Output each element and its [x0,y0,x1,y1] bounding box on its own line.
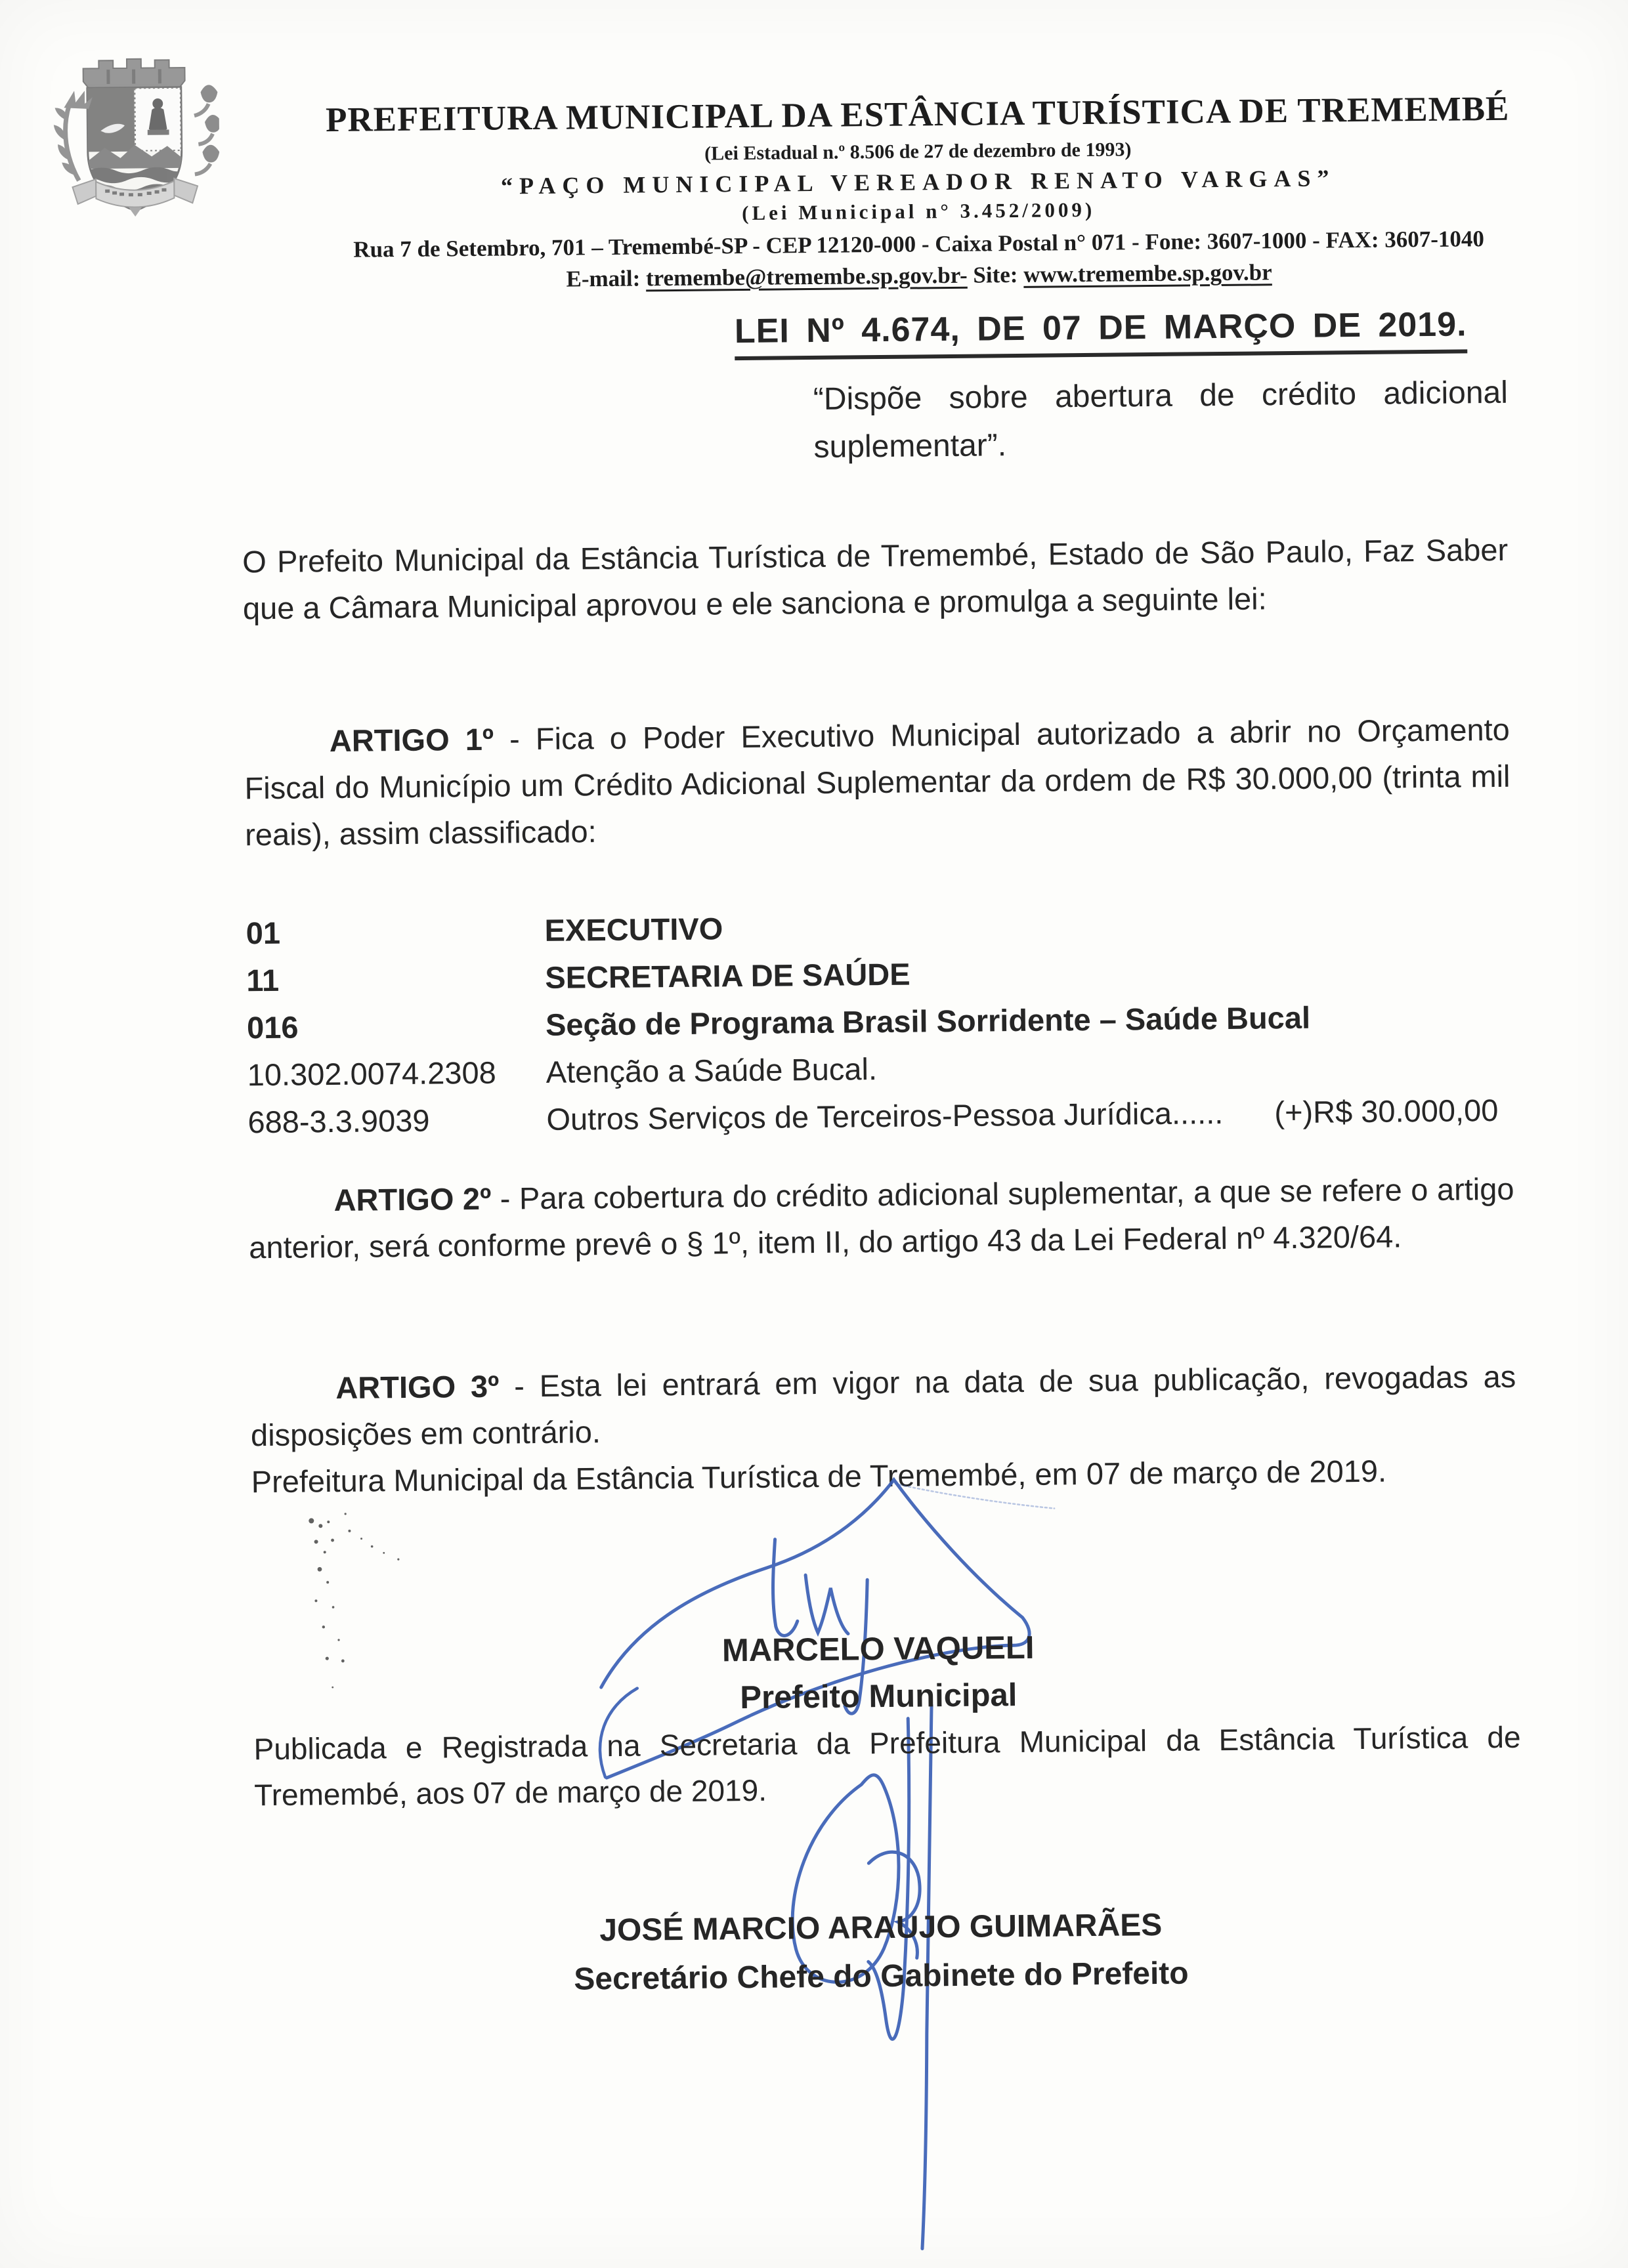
budget-code: 016 [246,1009,299,1045]
budget-code: 10.302.0074.2308 [247,1055,496,1093]
budget-table [246,898,1498,1146]
budget-description: Atenção a Saúde Bucal. [546,1051,878,1089]
article-2-paragraph [248,1166,1514,1271]
budget-code: 01 [246,915,281,951]
article-3-label: ARTIGO 3º [335,1368,500,1406]
article-1-paragraph [244,706,1511,858]
secretary-name: JOSÉ MARCIO ARAUJO GUIMARÃES [599,1907,1163,1948]
letterhead-address: Rua 7 de Setembro, 701 – Tremembé-SP - CEP 12120-000 - Caixa Postal n° 071 - Fone: 3607-1000 - FAX: 3607-1040 [353,226,1485,262]
site-link: www.tremembe.sp.gov.br [1023,259,1272,287]
article-3-paragraph [250,1353,1517,1505]
letterhead-title: PREFEITURA MUNICIPAL DA ESTÂNCIA TURÍSTICA DE TREMEMBÉ [325,89,1510,140]
secretary-title: Secretário Chefe do Gabinete do Prefeito [574,1956,1189,1997]
mayor-name: MARCELO VAQUELI [721,1629,1035,1669]
article-2-text: - Para cobertura do crédito adicional suplementar, a que se refere o artigo anterior, será conforme prevê o § 1º, item II, do artigo 43 da Lei Federal nº 4.320/64. [249,1171,1514,1265]
budget-code: 11 [246,962,280,998]
email-label: E-mail: [566,265,647,292]
law-title: LEI Nº 4.674, DE 07 DE MARÇO DE 2019. [735,304,1467,360]
letterhead-municipal-law: (Lei Municipal n° 3.452/2009) [741,198,1096,225]
budget-description: Seção de Programa Brasil Sorridente – Saúde Bucal [545,999,1311,1042]
letterhead-hall-name: “PAÇO MUNICIPAL VEREADOR RENATO VARGAS” [500,165,1336,200]
registration-paragraph: Publicada e Registrada na Secretaria da Prefeitura Municipal da Estância Turística de Tremembé, aos 07 de março de 2019. [253,1719,1521,1813]
article-1-label: ARTIGO 1º [329,721,494,759]
letterhead-contact-line [302,257,1536,295]
law-subtitle: “Dispõe sobre abertura de crédito adicional suplementar”. [813,375,1509,465]
budget-description: Outros Serviços de Terceiros-Pessoa Jurídica...... [546,1095,1224,1137]
article-3-text: - Esta lei entrará em vigor na data de sua publicação, revogadas as disposições em contrário. [250,1358,1516,1453]
site-label: Site: [967,261,1024,288]
budget-description: EXECUTIVO [544,911,723,948]
letterhead [301,89,1537,295]
budget-description: SECRETARIA DE SAÚDE [545,956,910,995]
article-2-label: ARTIGO 2º [333,1181,492,1218]
closing-line: Prefeitura Municipal da Estância Turística de Tremembé, em 07 de março de 2019. [251,1453,1387,1500]
email-link: tremembe@tremembe.sp.gov.br- [645,262,968,291]
secretary-signature-block [255,1898,1507,2007]
mayor-title: Prefeito Municipal [740,1677,1018,1716]
preamble-paragraph: O Prefeito Municipal da Estância Turística de Tremembé, Estado de São Paulo, Faz Saber que a Câmara Municipal aprovou e ele sanciona e promulga a seguinte lei: [242,532,1509,626]
municipal-coat-of-arms [49,52,221,228]
letterhead-state-law: (Lei Estadual n.º 8.506 de 27 de dezembro de 1993) [704,138,1132,165]
article-1-text: - Fica o Poder Executivo Municipal autorizado a abrir no Orçamento Fiscal do Município um Crédito Adicional Suplementar da ordem de R$ 30.000,00 (trinta mil reais), assim classificado: [244,711,1510,852]
budget-amount: (+)R$ 30.000,00 [1274,1093,1499,1130]
budget-code: 688-3.3.9039 [247,1102,430,1140]
mayor-signature-block [253,1620,1504,1726]
